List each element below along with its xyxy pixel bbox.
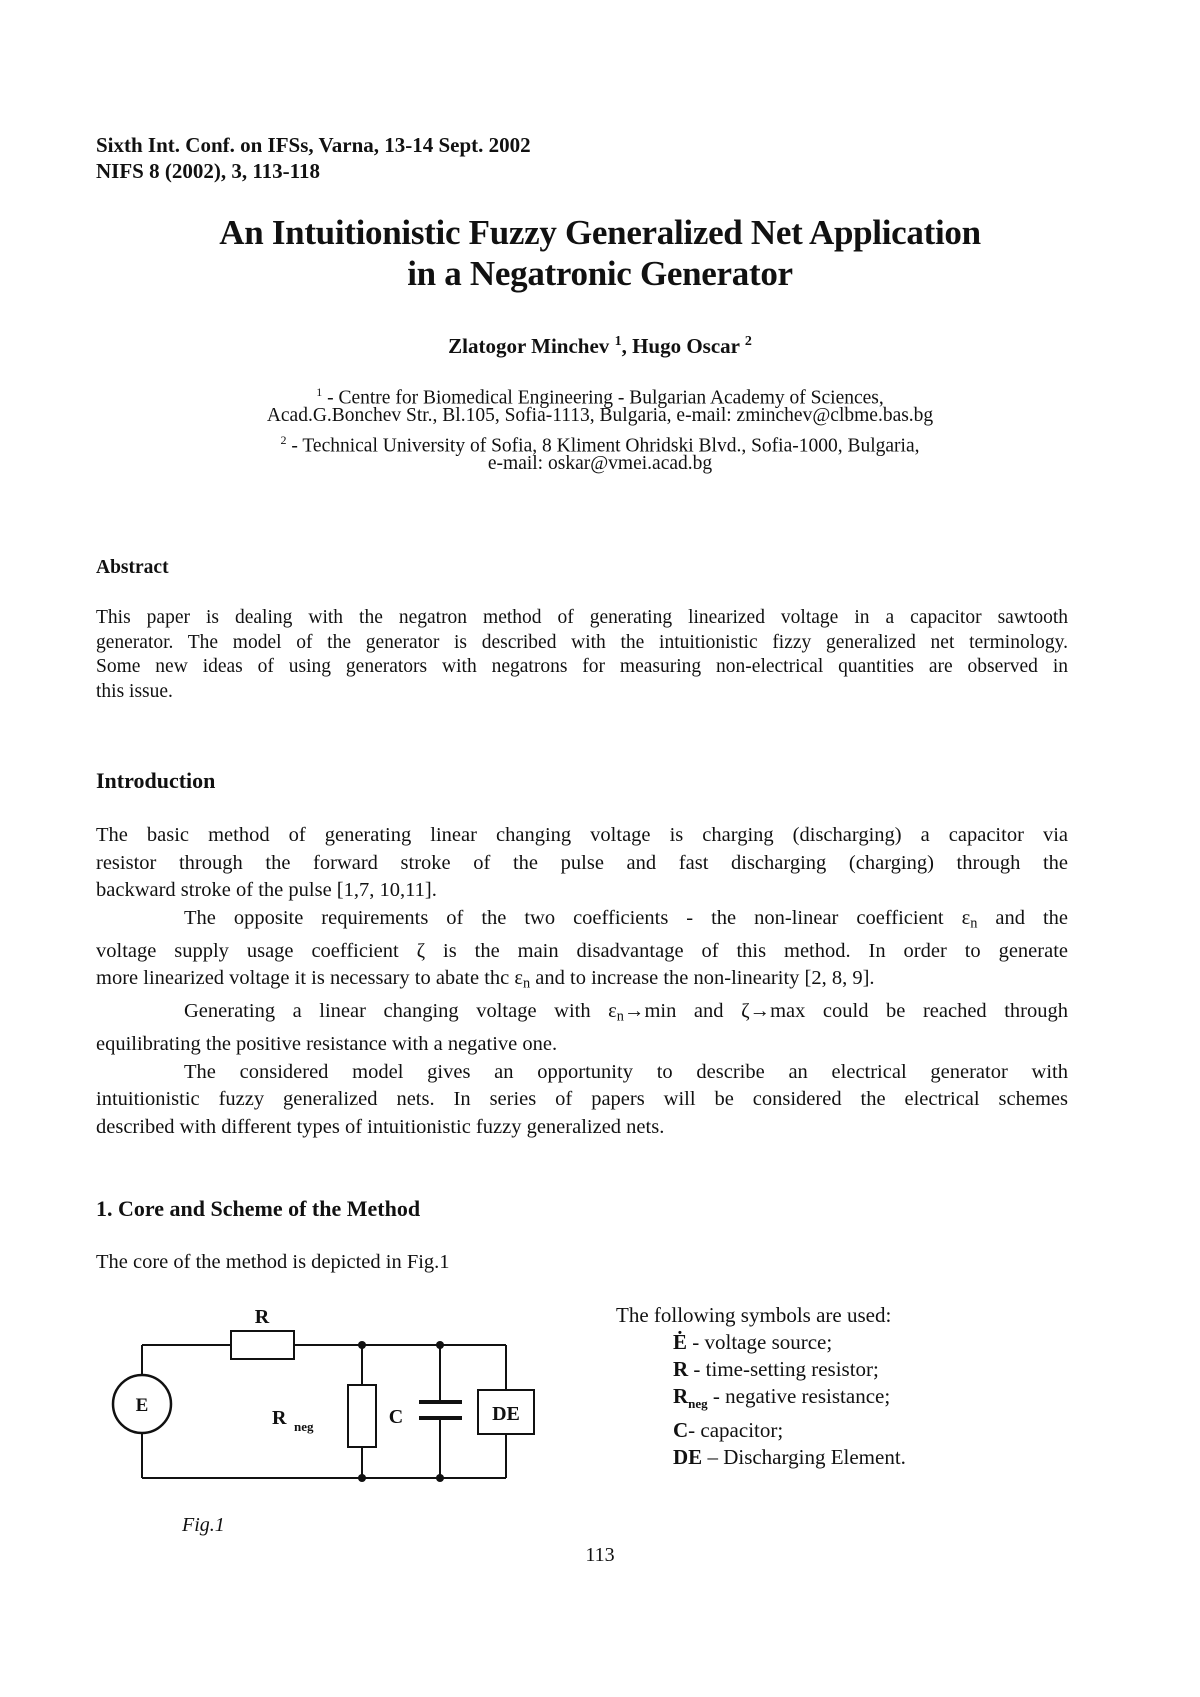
negative-resistor-symbol xyxy=(348,1385,376,1447)
text-line: backward stroke of the pulse [1,7, 10,11]. xyxy=(96,879,437,901)
legend-symbol: DE xyxy=(673,1445,703,1470)
zeta-symbol: ζ xyxy=(416,939,426,962)
affiliation-1-line-2: Acad.G.Bonchev Str., Bl.105, Sofia-1113, Bulgaria, e-mail: zminchev@clbme.bas.bg xyxy=(266,405,934,426)
abstract-body xyxy=(96,606,1068,704)
legend-item xyxy=(616,1417,906,1444)
text-span: is the main disadvantage of this method. In order to generate xyxy=(425,939,1068,962)
affiliation-marker: 1 xyxy=(316,385,323,399)
affiliation-text: - Technical University of Sofia, 8 Kliment Ohridski Blvd., Sofia-1000, Bulgaria, xyxy=(286,435,920,457)
legend-description: - capacitor; xyxy=(688,1418,784,1443)
epsilon-symbol: ε xyxy=(961,906,971,929)
legend-item xyxy=(616,1329,906,1356)
text-line: intuitionistic fuzzy generalized nets. In series of papers will be considered the electrical schemes xyxy=(96,1088,1068,1111)
text-span: and the xyxy=(977,906,1068,929)
text-line: this issue. xyxy=(96,680,173,702)
subscript: n xyxy=(616,1008,624,1025)
text-line: resistor through the forward stroke of the pulse and fast discharging (charging) through the xyxy=(96,851,1068,874)
paper-title-line-2: in a Negatronic Generator xyxy=(407,254,793,293)
introduction-body xyxy=(96,822,1068,1141)
legend-description: – Discharging Element. xyxy=(702,1445,906,1470)
text-line: The basic method of generating linear changing voltage is charging (discharging) a capacitor via xyxy=(96,824,1068,846)
text-span: The opposite requirements of the two coefficients - the non-linear coefficient xyxy=(184,906,962,929)
text-line: generator. The model of the generator is described with the intuitionistic fizzy generalized net terminology. xyxy=(96,631,1068,653)
text-span: Generating a linear changing voltage with xyxy=(184,1000,609,1023)
author-list xyxy=(0,334,1200,359)
resistor-label: R xyxy=(254,1306,270,1328)
legend-description: - time-setting resistor; xyxy=(688,1357,879,1381)
affiliation-marker: 2 xyxy=(280,433,287,447)
section-1-heading: 1. Core and Scheme of the Method xyxy=(96,1196,421,1221)
legend-description: - voltage source; xyxy=(687,1330,833,1354)
legend-subscript: neg xyxy=(688,1396,708,1412)
text-line xyxy=(96,998,1068,1031)
abstract-heading: Abstract xyxy=(96,557,169,578)
resistor-symbol xyxy=(231,1331,294,1359)
text-line xyxy=(96,905,1068,938)
text-line: This paper is dealing with the negatron method of generating linearized voltage in a capacitor sawtooth xyxy=(96,607,1068,628)
text-line: Some new ideas of using generators with negatrons for measuring non-electrical quantities are observed in xyxy=(96,656,1068,677)
text-span: more linearized voltage it is necessary to abate thc xyxy=(96,967,515,990)
author-separator: , xyxy=(621,334,633,358)
affiliation-marker: 1 xyxy=(614,334,622,349)
text-span: →min and xyxy=(623,1000,742,1023)
text-line: described with different types of intuitionistic fuzzy generalized nets. xyxy=(96,1115,665,1138)
affiliation-text: - Centre for Biomedical Engineering - Bulgarian Academy of Sciences, xyxy=(322,387,884,409)
journal-reference: NIFS 8 (2002), 3, 113-118 xyxy=(96,159,321,183)
introduction-heading: Introduction xyxy=(96,768,216,793)
page-number: 113 xyxy=(585,1544,615,1566)
legend-item xyxy=(616,1444,906,1471)
text-span: →max could be reached through xyxy=(749,1000,1068,1023)
text-line xyxy=(96,938,1068,966)
text-line: The considered model gives an opportunity to describe an electrical generator with xyxy=(184,1060,1068,1083)
section-1-text: The core of the method is depicted in Fig.1 xyxy=(96,1251,450,1273)
zeta-symbol: ζ xyxy=(741,1000,750,1023)
legend-item xyxy=(616,1383,906,1417)
symbol-legend xyxy=(616,1302,906,1471)
circuit-diagram xyxy=(90,1290,560,1500)
text-line xyxy=(96,965,1068,998)
voltage-source-label: E xyxy=(135,1395,149,1416)
legend-symbol: R xyxy=(673,1357,689,1381)
epsilon-symbol: ε xyxy=(514,967,523,990)
epsilon-symbol: ε xyxy=(608,1000,617,1023)
conference-line: Sixth Int. Conf. on IFSs, Varna, 13-14 Sept. 2002 xyxy=(96,133,531,157)
figure-caption: Fig.1 xyxy=(182,1514,225,1536)
discharging-element-label: DE xyxy=(492,1403,520,1425)
legend-symbol: C xyxy=(673,1418,689,1443)
negative-resistor-subscript: neg xyxy=(294,1419,314,1434)
subscript: n xyxy=(970,915,978,932)
affiliation-2-line-2: e-mail: oskar@vmei.acad.bg xyxy=(487,453,713,474)
affiliation-marker: 2 xyxy=(744,334,752,349)
paper-title-line-1: An Intuitionistic Fuzzy Generalized Net Application xyxy=(219,213,981,252)
capacitor-label: C xyxy=(388,1406,404,1428)
subscript: n xyxy=(522,975,531,992)
legend-symbol: Ė xyxy=(673,1330,688,1354)
text-line: equilibrating the positive resistance with a negative one. xyxy=(96,1033,558,1056)
author-name: Hugo Oscar xyxy=(632,334,740,358)
legend-description: - negative resistance; xyxy=(707,1384,891,1408)
author-name: Zlatogor Minchev xyxy=(448,334,610,358)
legend-symbol: R xyxy=(673,1384,689,1408)
legend-intro: The following symbols are used: xyxy=(616,1303,892,1327)
text-span: voltage supply usage coefficient xyxy=(96,939,417,962)
negative-resistor-label: R xyxy=(272,1407,287,1429)
text-span: and to increase the non-linearity [2, 8, 9]. xyxy=(530,967,875,990)
legend-item xyxy=(616,1356,906,1383)
